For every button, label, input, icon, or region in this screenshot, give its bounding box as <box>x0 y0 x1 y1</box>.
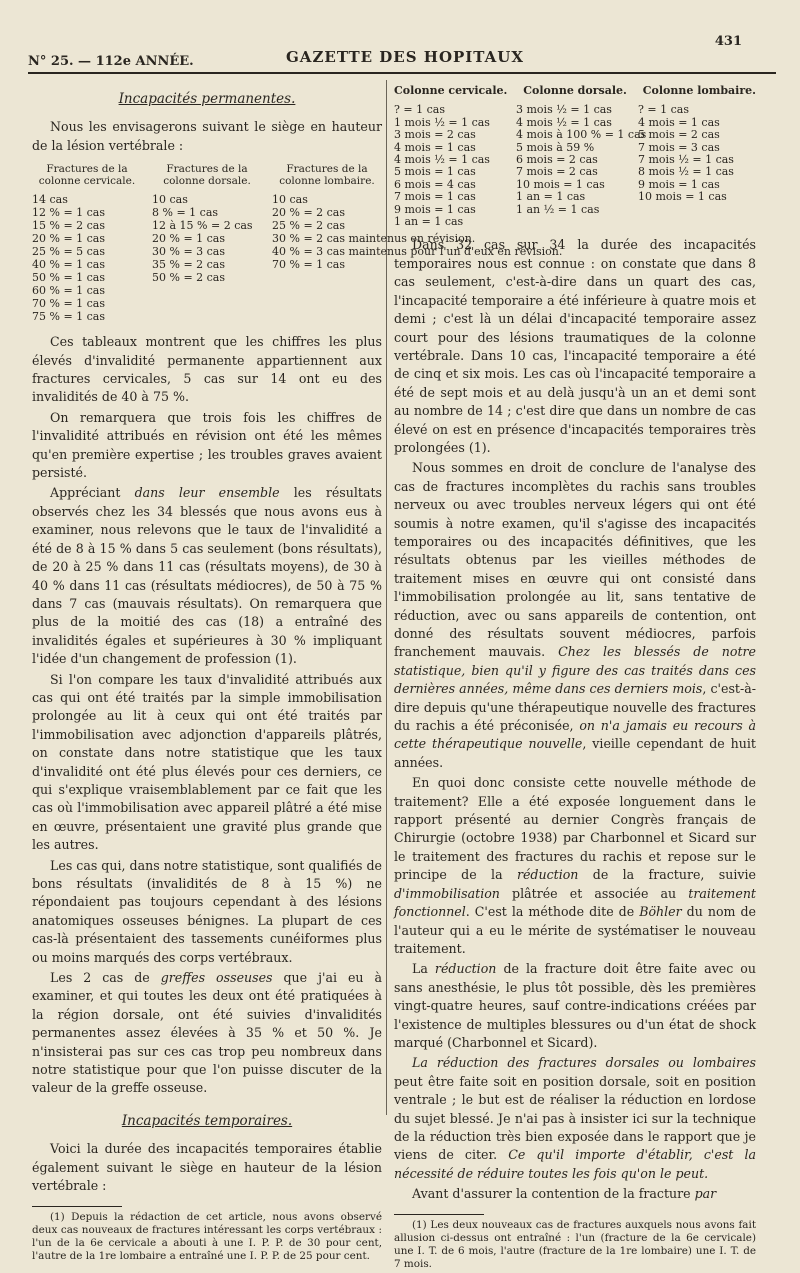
table-row: 7 mois = 3 cas <box>638 140 720 154</box>
table-header: Colonne lombaire. <box>642 84 756 97</box>
table-dorsal <box>152 163 262 323</box>
table-row: 30 % = 2 cas maintenus en révision. <box>272 232 476 246</box>
table-row: 12 % = 1 cas <box>32 206 106 220</box>
issue-number: N° 25. — 112e ANNÉE. <box>28 54 194 69</box>
table-row: 6 mois = 4 cas <box>394 177 476 191</box>
header-rule <box>28 72 776 74</box>
table-row: 6 mois = 2 cas <box>516 153 598 167</box>
journal-title: GAZETTE DES HOPITAUX <box>286 48 525 66</box>
right-column <box>394 82 756 1273</box>
table-row: 10 mois = 1 cas <box>638 190 727 204</box>
table-row: 25 % = 2 cas <box>272 219 346 233</box>
page-number: 431 <box>714 34 742 49</box>
table-row: 40 % = 1 cas <box>32 258 106 272</box>
paragraph: On remarquera que trois fois les chiffres de l'invalidité attribués en révision ont été les mêmes qu'en première expertise ; les troubles graves avaient persisté. <box>32 409 382 481</box>
table-row: 14 cas <box>32 193 68 207</box>
table-row: 25 % = 5 cas <box>32 245 106 259</box>
table-row: 50 % = 1 cas <box>32 271 106 285</box>
footnote-rule <box>32 1206 122 1207</box>
paragraph: Avant d'assurer la contention de la fracture par <box>412 1186 717 1202</box>
paragraph: En quoi donc consiste cette nouvelle méthode de traitement? Elle a été exposée longuement dans le rapport présenté au dernier Congrès français de Chirurgie (octobre 1938) par Charbonnel et Sicard sur le traitement des fractures du rachis et repose sur le principe de la réduction de la fracture, suivie d'immobilisation plâtrée et associée au traitement fonctionnel. C'est la méthode dite de Böhler du nom de l'auteur qui a eu le mérite de systématiser le nouveau traitement. <box>394 775 756 956</box>
table-row: 7 mois = 1 cas <box>394 190 476 204</box>
table-row: ? = 1 cas <box>638 103 689 117</box>
table-row: 20 % = 1 cas <box>152 232 226 246</box>
table-row: 20 % = 2 cas <box>272 206 346 220</box>
paragraph: Voici la durée des incapacités temporaires établie également suivant le siège en hauteur de la lésion vertébrale : <box>32 1141 382 1194</box>
table-row: 15 % = 2 cas <box>32 219 106 233</box>
table-row: 12 à 15 % = 2 cas <box>152 219 253 233</box>
duration-table <box>394 104 756 228</box>
paragraph: Nous sommes en droit de conclure de l'analyse des cas de fractures incomplètes du rachis sans troubles nerveux ou avec troubles nerveux légers qui ont été soumis à notre examen, qu'il s'agisse des incapacités temporaires ou des incapacités définitives, que les résultats obtenus par les vieilles méthodes de traitement mises en œuvre qui ont consisté dans l'immobilisation prolongée au lit, sans tentative de réduction, avec ou sans appareils de contention, ont donné des résultats souvent médiocres, parfois franchement mauvais. Chez les blessés de notre statistique, bien qu'il y figure des cas traités dans ces dernières années, même dans ces derniers mois, c'est-à-dire depuis qu'une thérapeutique nouvelle des fractures du rachis a été préconisée, on n'a jamais eu recours à cette thérapeutique nouvelle, vieille cependant de huit années. <box>394 460 757 770</box>
table-row: 10 cas <box>152 193 188 207</box>
table-row: 70 % = 1 cas <box>272 258 346 272</box>
footnote: (1) Les deux nouveaux cas de fractures auxquels nous avons fait allusion ci-dessus ont entraîné : l'un (fracture de la 6e cervicale) une I. T. de 6 mois, l'autre (fracture de la 1re lombaire) une I. T. de 7 mois. <box>394 1218 756 1270</box>
table-header: Fractures de la colonne dorsale. <box>163 163 251 188</box>
table-row: 9 mois = 1 cas <box>394 202 476 216</box>
table-header: Fractures de la colonne cervicale. <box>38 163 136 188</box>
table-row: 75 % = 1 cas <box>32 310 106 324</box>
paragraph: Les cas qui, dans notre statistique, sont qualifiés de bons résultats (invalidités de 8 à 15 %) ne répondaient pas toujours cependant à des lésions anatomiques osseuses bénignes. La plupart de ces cas-là présentaient des tassements cunéiformes plus ou moins marqués des corps vertébraux. <box>32 857 382 965</box>
paragraph: Nous les envisagerons suivant le siège en hauteur de la lésion vertébrale : <box>32 119 382 153</box>
table-cervical <box>32 163 142 323</box>
table-row: 7 mois = 2 cas <box>516 165 598 179</box>
table-row: 7 mois ½ = 1 cas <box>638 153 734 167</box>
table-row: 3 mois = 2 cas <box>394 128 476 142</box>
table-row: 3 mois ½ = 1 cas <box>516 103 612 117</box>
table-dorsal-durations <box>516 103 647 228</box>
paragraph: Si l'on compare les taux d'invalidité attribués aux cas qui ont été traités par la simple immobilisation prolongée au lit à ceux qui ont été traités par l'immobilisation avec adjonction d'appareils plâtrés, on constate dans notre statistique que les taux d'invalidité ont été plus élevés pour ces derniers, ce qui s'explique vraisemblablement par ce fait que les cas où l'immobilisation avec appareil plâtré a été mise en œuvre, présentaient une gravité plus grande que les autres. <box>32 671 382 853</box>
footnote-rule <box>394 1214 484 1215</box>
table-row: 4 mois = 1 cas <box>394 140 476 154</box>
table-row: 4 mois = 1 cas <box>638 115 720 129</box>
table-lumbar-durations <box>638 104 756 228</box>
section-heading-permanent: Incapacités permanentes. <box>118 91 296 107</box>
table-row: 1 an = 1 cas <box>394 215 464 229</box>
paragraph: Dans 32 cas sur 34 la durée des incapacités temporaires nous est connue : on constate que dans 8 cas seulement, c'est-à-dire dans un quart des cas, l'incapacité temporaire a été inférieure à quatre mois et demi ; c'est là un délai d'incapacité temporaire assez court pour des lésions traumatiques de la colonne vertébrale. Dans 10 cas, l'incapacité temporaire a été de cinq et six mois. Les cas où l'incapacité temporaire a été de sept mois et au delà jusqu'à un an et demi sont au nombre de 14 ; c'est dire que dans un nombre de cas élevé on est en présence d'incapacités temporaires très prolongées (1). <box>394 237 756 455</box>
table-row: 5 mois = 1 cas <box>394 165 476 179</box>
table-row: 4 mois ½ = 1 cas <box>516 115 612 129</box>
table-row: 9 mois = 1 cas <box>638 177 720 191</box>
table-row: 1 an = 1 cas <box>516 190 586 204</box>
table-row: 60 % = 1 cas <box>32 284 106 298</box>
table-row: 5 mois = 2 cas <box>638 128 720 142</box>
table-row: 50 % = 2 cas <box>152 271 226 285</box>
paragraph: Ces tableaux montrent que les chiffres les plus élevés d'invalidité permanente appartiennent aux fractures cervicales, 5 cas sur 14 ont eu des invalidités de 40 à 75 %. <box>32 334 382 405</box>
table-row: 10 cas <box>272 193 308 207</box>
page-header <box>28 28 776 76</box>
paragraph: Les 2 cas de greffes osseuses que j'ai eu à examiner, et qui toutes les deux ont été pratiquées à la région dorsale, ont été suivies d'invalidités permanentes assez élevées à 35 % et 50 %. Je n'insisterai pas sur ces cas trop peu nombreux dans notre statistique pour que l'on puisse discuter de la valeur de la greffe osseuse. <box>32 970 382 1096</box>
table-row: 10 mois = 1 cas <box>516 177 605 191</box>
section-heading-temporary: Incapacités temporaires. <box>121 1112 293 1129</box>
table-row: 1 mois ½ = 1 cas <box>394 115 490 129</box>
paragraph: Appréciant dans leur ensemble les résultats observés chez les 34 blessés que nous avons eus à examiner, nous relevons que le taux de l'invalidité a été de 8 à 15 % dans 5 cas seulement (bons résultats), de 20 à 25 % dans 11 cas (résultats moyens), de 30 à 40 % dans 11 cas (résultats médiocres), de 50 à 75 % dans 7 cas (mauvais résultats). On remarquera que plus de la moitié des cas (18) a entraîné des invalidités égales et supérieures à 30 % impliquant l'idée d'un changement de profession (1). <box>32 485 382 667</box>
table-row: 8 % = 1 cas <box>152 206 219 220</box>
table-header: Fractures de la colonne lombaire. <box>279 163 375 188</box>
table-row: 30 % = 3 cas <box>152 245 226 259</box>
table-header: Colonne dorsale. <box>523 84 627 97</box>
table-row: 4 mois à 100 % = 1 cas <box>516 128 647 142</box>
table-row: 8 mois ½ = 1 cas <box>638 165 734 179</box>
table-row: 5 mois à 59 % <box>516 140 595 154</box>
table-row: 40 % = 3 cas maintenus pour l'un d'eux en révision. <box>272 245 563 259</box>
table-row: 70 % = 1 cas <box>32 297 106 311</box>
table-header: Colonne cervicale. <box>394 84 508 97</box>
footnote: (1) Depuis la rédaction de cet article, nous avons observé deux cas nouveaux de fractures intéressant les corps vertébraux : l'un de la 6e cervicale a abouti à une I. P. P. de 30 pour cent, l'autre de la 1re lombaire a entraîné une I. P. P. de 25 pour cent. <box>32 1210 382 1262</box>
table-cervical-durations <box>394 104 512 228</box>
paragraph: La réduction des fractures dorsales ou lombaires peut être faite soit en position dorsale, soit en position ventrale ; le but est de réaliser la réduction en lordose du sujet blessé. Je n'ai pas à insister ici sur la technique de la réduction très bien exposée dans le rapport que je viens de citer. Ce qu'il importe d'établir, c'est la nécessité de réduire toutes les fois qu'on le peut. <box>394 1055 756 1181</box>
table-row: ? = 1 cas <box>394 103 445 117</box>
duration-table-headers <box>394 82 756 100</box>
table-row: 35 % = 2 cas <box>152 258 226 272</box>
table-row: 4 mois ½ = 1 cas <box>394 153 490 167</box>
table-row: 20 % = 1 cas <box>32 232 106 246</box>
table-row: 1 an ½ = 1 cas <box>516 202 600 216</box>
paragraph: La réduction de la fracture doit être faite avec ou sans anesthésie, le plus tôt possible, dès les premières vingt-quatre heures, sauf contre-indications créées par l'existence de multiples blessures ou d'un état de shock marqué (Charbonnel et Sicard). <box>394 961 756 1050</box>
